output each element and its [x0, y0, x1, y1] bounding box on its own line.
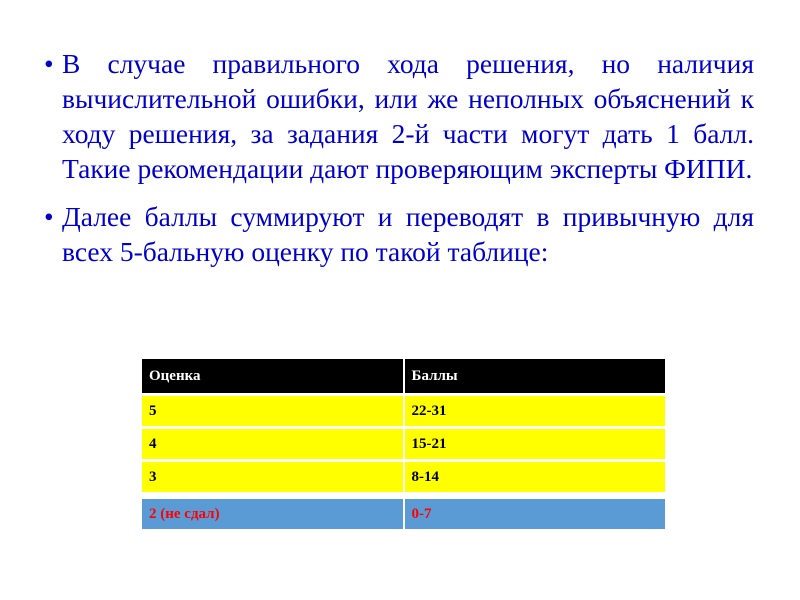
table-cell-grade: 3 [142, 462, 403, 492]
grade-table [140, 356, 667, 532]
table-cell-grade: 5 [142, 396, 403, 426]
bullet-item [44, 46, 754, 186]
header-cell-score: Баллы [405, 359, 665, 393]
table-cell-score: 0-7 [405, 499, 665, 529]
table-row [142, 462, 665, 492]
table-cell-score: 8-14 [405, 462, 665, 492]
table-row-fail [142, 499, 665, 529]
bullet-list [44, 46, 754, 269]
table-cell-grade: 2 (не сдал) [142, 499, 403, 529]
table-cell-score: 22-31 [405, 396, 665, 426]
table-cell-score: 15-21 [405, 429, 665, 459]
table-cell-grade: 4 [142, 429, 403, 459]
gap-cell [142, 495, 403, 496]
header-cell-grade: Оценка [142, 359, 403, 393]
bullet-marker: • [44, 201, 54, 232]
table-row [142, 396, 665, 426]
bullet-text: Далее баллы суммируют и переводят в привычную для всех 5-бальную оценку по такой таблице: [62, 201, 754, 267]
bullet-text: В случае правильного хода решения, но наличия вычислительной ошибки, или же неполных объяснений к ходу решения, за задания 2-й части могут дать 1 балл. Такие рекомендации дают проверяющим эксперты ФИПИ. [62, 48, 754, 184]
bullet-item [44, 199, 754, 269]
bullet-marker: • [44, 48, 54, 79]
table-row [142, 429, 665, 459]
table-header-row [142, 359, 665, 393]
gap-cell [405, 495, 665, 496]
table-gap [142, 495, 665, 496]
